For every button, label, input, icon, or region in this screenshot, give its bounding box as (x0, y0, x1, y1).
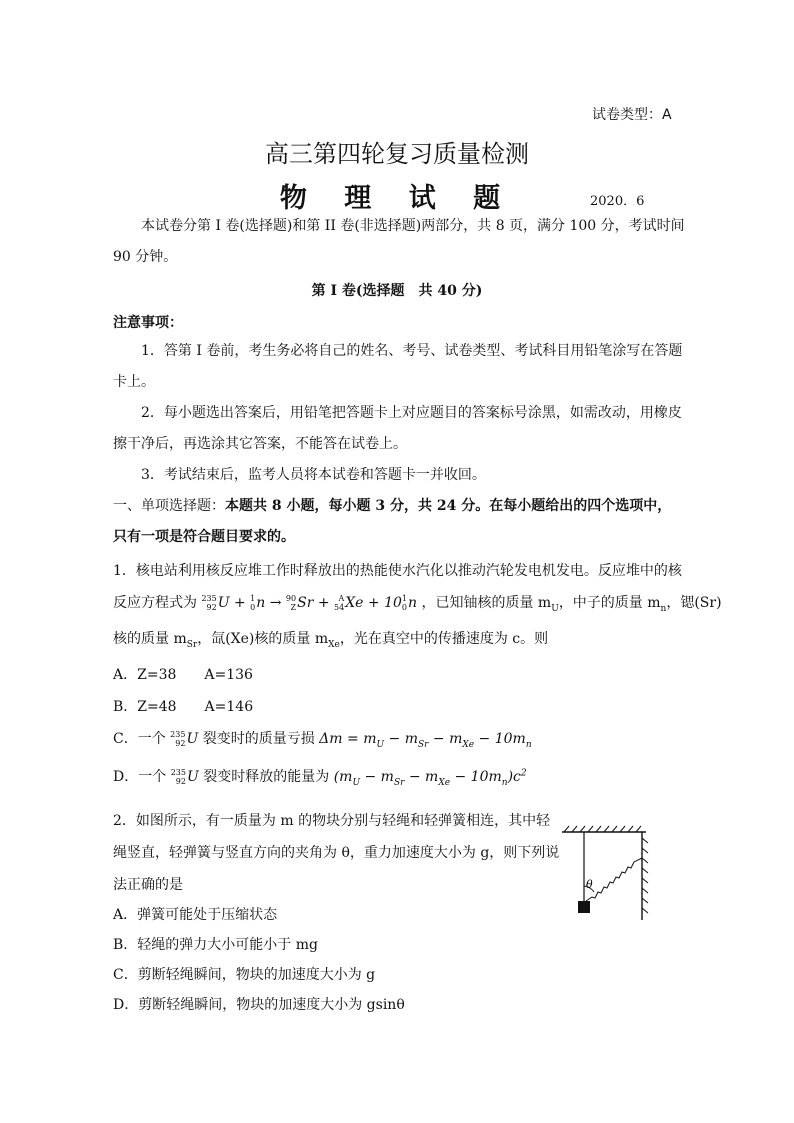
q2-option-c: C．剪断轻绳瞬间，物块的加速度大小为 g (113, 967, 376, 983)
q1-option-d-text: 裂变时释放的能量为 (203, 769, 330, 785)
notice-item-1: 1．答第 I 卷前，考生务必将自己的姓名、考号、试卷类型、考试科目用铅笔涂写在答题卡上。 (113, 343, 683, 390)
q1-sr-label: ，锶(Sr) (666, 595, 722, 611)
q2-option-b: B．轻绳的弹力大小可能小于 mg (113, 937, 318, 953)
section-title: 第 I 卷(选择题 共 40 分) (311, 283, 483, 299)
exam-title: 高三第四轮复习质量检测 (265, 140, 529, 168)
part1-label: 一、单项选择题： (113, 498, 225, 514)
q2-figure (556, 822, 656, 924)
subject-title: 物 理 试 题 (279, 183, 515, 214)
q2-stem-line1: 2．如图所示，有一质量为 m 的物块分别与轻绳和轻弹簧相连，其中轻 (113, 813, 551, 829)
wall-hatch (642, 838, 648, 913)
q1-stem-line3 (113, 628, 548, 650)
paper-type-label: 试卷类型：A (592, 107, 672, 123)
part1-heading (113, 491, 685, 553)
q1-stem-pre: 反应方程式为 (113, 595, 197, 611)
q2-stem-line3: 法正确的是 (113, 877, 183, 893)
q1-mass-u-label: ，已知铀核的质量 m (421, 595, 552, 611)
q1-option-d-prefix: D．一个 (113, 769, 167, 785)
q1-mass-xe-label: ，氙(Xe)核的质量 m (197, 631, 329, 647)
part1-desc: 本题共 8 小题，每小题 3 分，共 24 分。在每小题给出的四个选项中，只有一项是符合题目要求的。 (113, 498, 672, 545)
notice-heading: 注意事项： (113, 315, 183, 331)
q1-sub-sr: Sr (186, 639, 198, 650)
q2-stem-line2: 绳竖直，轻弹簧与竖直方向的夹角为 θ，重力加速度大小为 g，则下列说 (113, 845, 560, 861)
q1-light-speed: ，光在真空中的传播速度为 c。则 (339, 631, 549, 647)
q1-option-c-prefix: C．一个 (113, 731, 166, 747)
q1-stem-line1: 1．核电站利用核反应堆工作时释放出的热能使水汽化以推动汽轮发电机发电。反应堆中的核 (113, 563, 682, 579)
intro-paragraph: 本试卷分第 I 卷(选择题)和第 II 卷(非选择题)两部分，共 8 页，满分 100 分，考试时间 90 分钟。 (113, 218, 685, 265)
q1-mass-sr-label: 核的质量 m (113, 631, 187, 647)
q1-option-c-text: 裂变时的质量亏损 (202, 731, 315, 747)
q1-option-a: A．Z=38 A=136 (113, 667, 253, 683)
q2-option-a: A．弹簧可能处于压缩状态 (113, 907, 278, 923)
exam-date: 2020．6 (590, 194, 645, 209)
q1-sub-u: U (551, 603, 559, 614)
spring (586, 858, 642, 901)
q1-option-d: D．一个 235 92U 裂变时释放的能量为 $(m_U - m_{Sr} - m_{Xe} - 10m_n)c^2$ (113, 768, 527, 788)
q1-reaction-equation: 235 92U + 1 0n → 90 ZSr + A 54Xe + 101 0n (201, 594, 422, 612)
q2-option-d: D．剪断轻绳瞬间，物块的加速度大小为 gsinθ (113, 997, 405, 1013)
q1-option-b: B．Z=48 A=146 (113, 699, 254, 715)
q1-option-d-formula: $(m_U - m_{Sr} - m_{Xe} - 10m_n)c^2$ (333, 768, 527, 788)
q1-sub-n: n (660, 603, 667, 614)
block (578, 901, 590, 913)
q1-sub-xe: Xe (328, 639, 340, 650)
theta-label: θ (586, 878, 593, 891)
ceiling-hatch (564, 826, 641, 832)
notice-item-2: 2．每小题选出答案后，用铅笔把答题卡上对应题目的答案标号涂黑，如需改动，用橡皮擦干净后，再选涂其它答案，不能答在试卷上。 (113, 405, 682, 452)
q1-option-c-formula: $\Delta m = m_U - m_{Sr} - m_{Xe} - 10m_n$ (319, 731, 532, 750)
q1-stem-line2 (113, 592, 722, 614)
q1-mass-n-label: ，中子的质量 m (558, 595, 661, 611)
q1-option-c: C．一个 235 92U 裂变时的质量亏损 $\Delta m = m_U - m_{Sr} - m_{Xe} - 10m_n$ (113, 730, 532, 750)
notice-item-3: 3．考试结束后，监考人员将本试卷和答题卡一并收回。 (141, 467, 486, 483)
